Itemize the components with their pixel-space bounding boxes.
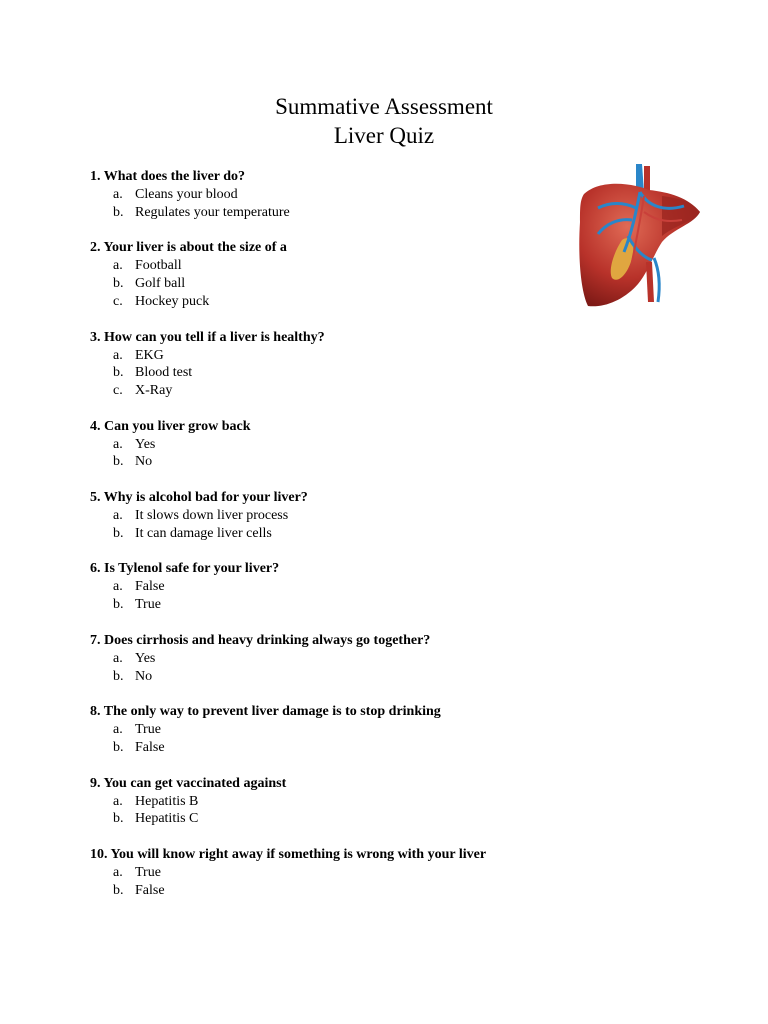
answer-options [90, 578, 590, 613]
option-text: It slows down liver process [135, 508, 289, 524]
answer-option [90, 810, 590, 828]
answer-options [90, 793, 590, 828]
answer-options [90, 436, 590, 471]
answer-options [90, 347, 590, 400]
option-text: Yes [135, 650, 156, 666]
question-text: 9. You can get vaccinated against [90, 775, 287, 791]
answer-option [90, 864, 590, 882]
option-letter: b. [113, 454, 124, 470]
answer-option [90, 204, 590, 222]
question-text: 2. Your liver is about the size of a [90, 240, 287, 256]
option-letter: b. [113, 597, 124, 613]
question-7 [90, 632, 590, 685]
option-text: Golf ball [135, 276, 186, 292]
answer-option [90, 186, 590, 204]
option-letter: a. [113, 187, 123, 202]
option-text: False [135, 579, 165, 595]
option-text: False [135, 882, 165, 898]
option-text: True [135, 865, 161, 881]
option-text: It can damage liver cells [135, 525, 272, 541]
answer-option [90, 347, 590, 365]
answer-option [90, 721, 590, 739]
answer-options [90, 650, 590, 685]
option-text: Football [135, 258, 182, 274]
option-text: Yes [135, 436, 156, 452]
title-line-2: Liver Quiz [333, 123, 435, 148]
answer-option [90, 364, 590, 382]
option-text: Blood test [135, 365, 193, 381]
option-letter: a. [113, 793, 123, 809]
option-letter: a. [113, 258, 123, 274]
answer-options [90, 186, 590, 221]
answer-option [90, 793, 590, 811]
liver-illustration [574, 162, 706, 312]
answer-options [90, 864, 590, 899]
answer-options [90, 257, 590, 310]
option-letter: a. [113, 650, 123, 666]
option-letter: b. [113, 204, 124, 220]
option-text: EKG [135, 347, 164, 363]
option-letter: a. [113, 722, 123, 738]
answer-option [90, 257, 590, 275]
question-text: 10. You will know right away if something is wrong with your liver [90, 847, 487, 863]
answer-option [90, 382, 590, 400]
option-text: Hepatitis B [135, 793, 199, 809]
question-9 [90, 775, 590, 828]
option-letter: b. [113, 811, 124, 827]
option-text: Hockey puck [135, 293, 210, 309]
quiz-list [90, 168, 590, 917]
question-5 [90, 489, 590, 542]
option-text: X-Ray [135, 382, 173, 398]
question-1 [90, 168, 590, 221]
answer-option [90, 453, 590, 471]
option-letter: a. [113, 436, 123, 452]
option-text: No [135, 668, 153, 684]
question-text: 1. What does the liver do? [90, 169, 246, 184]
answer-option [90, 668, 590, 686]
answer-option [90, 507, 590, 525]
option-letter: b. [113, 668, 124, 684]
option-text: Hepatitis C [135, 811, 199, 827]
option-text: True [135, 597, 161, 613]
question-text: 5. Why is alcohol bad for your liver? [90, 490, 308, 506]
option-text: Regulates your temperature [135, 204, 290, 220]
answer-option [90, 275, 590, 293]
option-letter: b. [113, 276, 124, 292]
option-letter: a. [113, 579, 123, 595]
question-3 [90, 329, 590, 400]
option-letter: a. [113, 508, 123, 524]
question-text: 3. How can you tell if a liver is healthy? [90, 329, 325, 345]
question-8 [90, 703, 590, 756]
answer-options [90, 507, 590, 542]
question-text: 6. Is Tylenol safe for your liver? [90, 561, 280, 577]
answer-option [90, 525, 590, 543]
answer-options [90, 721, 590, 756]
option-letter: b. [113, 882, 124, 898]
document-title [0, 92, 768, 150]
question-6 [90, 560, 590, 613]
question-4 [90, 418, 590, 471]
question-2 [90, 239, 590, 310]
option-letter: b. [113, 525, 124, 541]
option-letter: a. [113, 347, 123, 363]
answer-option [90, 882, 590, 900]
question-10 [90, 846, 590, 899]
title-line-1: Summative Assessment [275, 94, 493, 119]
option-letter: c. [113, 382, 123, 398]
option-letter: b. [113, 365, 124, 381]
question-text: 8. The only way to prevent liver damage is to stop drinking [90, 704, 441, 720]
answer-option [90, 739, 590, 757]
option-text: Cleans your blood [135, 187, 238, 202]
answer-option [90, 293, 590, 311]
option-text: False [135, 739, 165, 755]
question-text: 7. Does cirrhosis and heavy drinking always go together? [90, 632, 431, 648]
option-text: No [135, 454, 153, 470]
answer-option [90, 650, 590, 668]
question-text: 4. Can you liver grow back [90, 418, 251, 434]
option-letter: b. [113, 739, 124, 755]
option-text: True [135, 722, 161, 738]
option-letter: a. [113, 865, 123, 881]
answer-option [90, 436, 590, 454]
answer-option [90, 596, 590, 614]
answer-option [90, 578, 590, 596]
option-letter: c. [113, 293, 123, 309]
